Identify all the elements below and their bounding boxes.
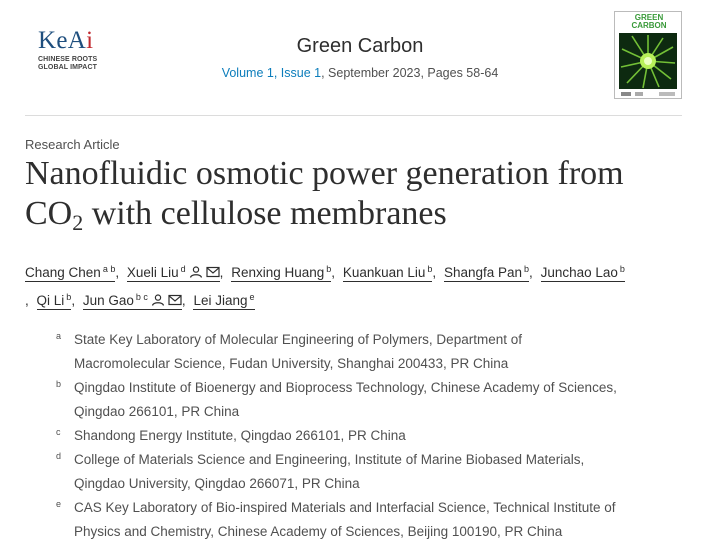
author-link[interactable]: Junchao Lao $^b$ — [540, 264, 625, 280]
affiliation-item: e CAS Key Laboratory of Bio-inspired Materials and Interfacial Science, Technical Institute of Physics and Chemistry, Chinese Academy of Sciences, Beijing 100190, PR China — [56, 499, 616, 539]
logo-tagline-1: CHINESE ROOTS — [38, 56, 98, 63]
affiliation-item: a State Key Laboratory of Molecular Engineering of Polymers, Department of Macromolecular Science, Fudan University, Shanghai 200433, PR China — [56, 331, 522, 371]
journal-title[interactable]: Green Carbon — [296, 35, 424, 57]
article-header — [0, 0, 705, 116]
journal-meta — [200, 66, 520, 80]
email-icon[interactable] — [168, 294, 182, 306]
author-link[interactable]: Qi Li $^b$ — [36, 292, 72, 308]
author-link[interactable]: Kuankuan Liu $^b$ — [342, 264, 433, 280]
affiliation-item: d College of Materials Science and Engineering, Institute of Marine Biobased Materials, Qingdao University, Qingdao 266071, PR China — [56, 451, 585, 491]
issue-date-pages: , September 2023, Pages 58-64 — [321, 66, 499, 80]
author-list: Chang Chen $^{a b}$, Xueli Liu $^d$ , Renxing Huang $^b$, Kuankuan Liu $^b$, Shangfa Pan $^b$, Junchao Lao $^b$ , Qi Li $^b$, Jun Gao $^{b c}$ , Lei Jiang $^e$ — [25, 264, 625, 308]
journal-cover-thumbnail[interactable] — [614, 11, 682, 99]
affiliation-item: c Shandong Energy Institute, Qingdao 266101, PR China — [56, 427, 406, 443]
header-divider — [25, 115, 682, 116]
publisher-logo[interactable] — [38, 28, 118, 72]
email-icon[interactable] — [206, 266, 220, 278]
article-type: Research Article — [25, 137, 120, 152]
volume-issue-link[interactable]: Volume 1, Issue 1 — [221, 66, 322, 80]
logo-tagline-2: GLOBAL IMPACT — [38, 64, 97, 71]
cover-title: GREEN CARBON — [631, 13, 667, 30]
cover-footer-icon — [619, 91, 677, 97]
author-link[interactable]: Lei Jiang $^e$ — [193, 292, 255, 308]
corresponding-author-icon — [189, 266, 203, 278]
author-link[interactable]: Xueli Liu $^d$ — [127, 265, 220, 282]
author-link[interactable]: Chang Chen $^{a b}$ — [25, 264, 116, 280]
affiliation-item: b Qingdao Institute of Bioenergy and Bioprocess Technology, Chinese Academy of Sciences, Qingdao 266101, PR China — [56, 379, 617, 419]
cover-artwork-icon — [619, 33, 677, 89]
author-link[interactable]: Renxing Huang $^b$ — [231, 264, 332, 280]
article-title: Nanofluidic osmotic power generation from $CO_2$ with cellulose membranes — [25, 155, 624, 235]
author-link[interactable]: Shangfa Pan $^b$ — [443, 264, 530, 280]
corresponding-author-icon — [151, 294, 165, 306]
affiliation-list — [56, 328, 696, 544]
author-link[interactable]: Jun Gao $^{b c}$ — [83, 293, 182, 310]
logo-wordmark: KeAi — [38, 27, 94, 54]
journal-info — [200, 34, 520, 80]
